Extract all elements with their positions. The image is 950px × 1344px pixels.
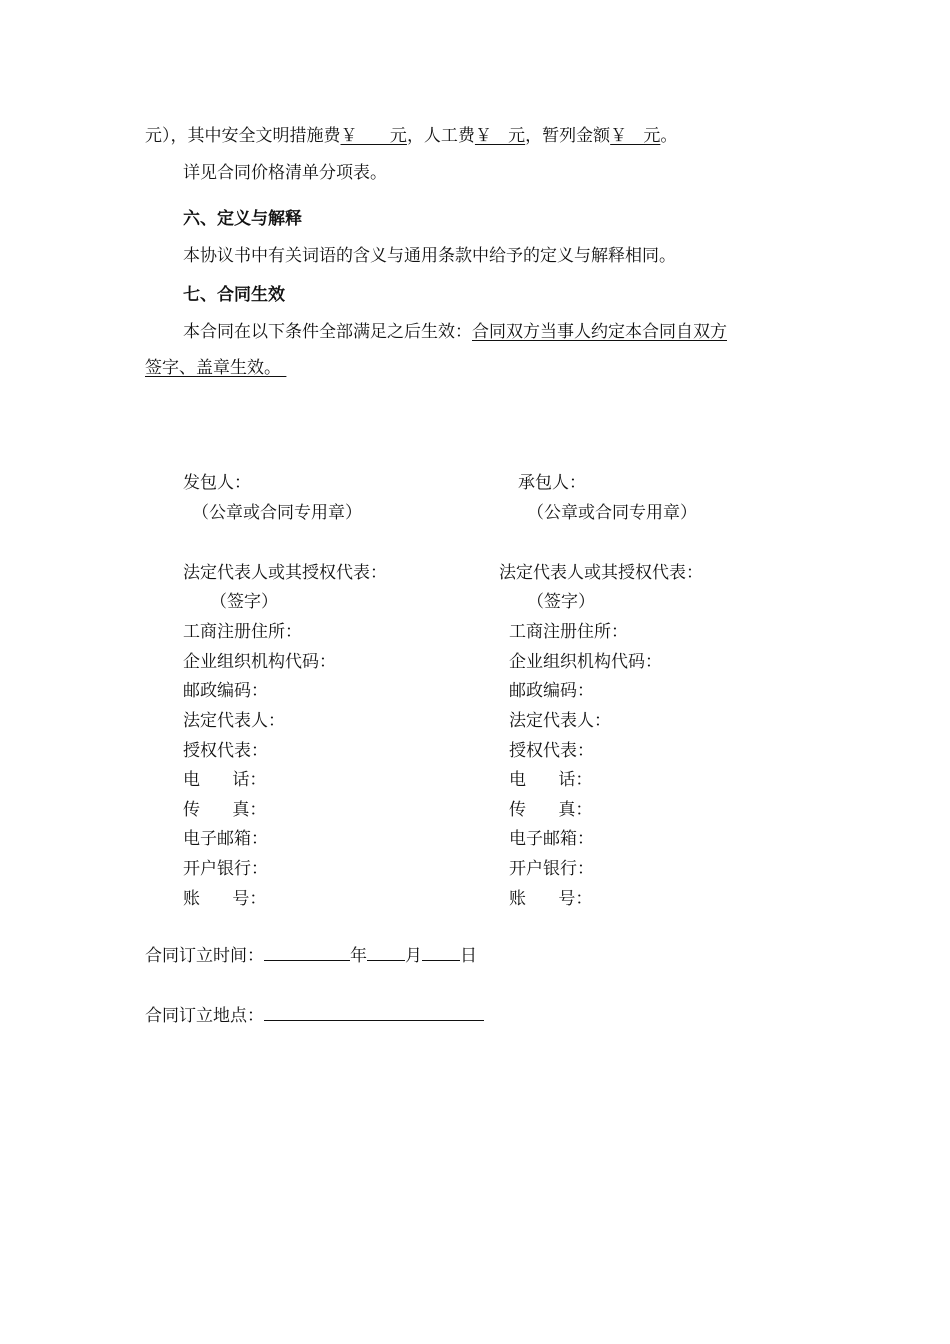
contractor-field-authorized-rep: 授权代表： — [509, 741, 594, 761]
labor-fee-amount: ￥ 元 — [474, 126, 526, 146]
signing-time-line — [145, 942, 477, 967]
section7-body-line2 — [145, 357, 286, 379]
section7-body-prefix: 本合同在以下条件全部满足之后生效： — [183, 322, 472, 342]
contractor-field-address: 工商注册住所： — [509, 622, 628, 642]
employer-seal: （公章或合同专用章） — [192, 503, 362, 523]
signing-place-blank[interactable] — [264, 1002, 484, 1021]
month-label: 月 — [405, 946, 422, 966]
contractor-field-org-code: 企业组织机构代码： — [509, 652, 662, 672]
employer-title: 发包人： — [183, 473, 251, 493]
signing-year-blank[interactable] — [264, 942, 350, 961]
signing-day-blank[interactable] — [422, 942, 460, 961]
employer-field-fax: 传 真： — [183, 800, 267, 820]
section7-body-underlined-2: 签字、盖章生效。 — [145, 358, 281, 378]
employer-rep: 法定代表人或其授权代表： — [183, 563, 387, 583]
day-label: 日 — [460, 946, 477, 966]
section6-heading: 六、定义与解释 — [183, 209, 302, 229]
signing-place-label: 合同订立地点： — [145, 1006, 264, 1026]
employer-field-phone: 电 话： — [183, 770, 267, 790]
employer-field-legal-rep: 法定代表人： — [183, 711, 285, 731]
contractor-field-legal-rep: 法定代表人： — [509, 711, 611, 731]
safety-fee-amount: ￥ 元 — [340, 126, 407, 146]
employer-field-postcode: 邮政编码： — [183, 681, 268, 701]
employer-field-account: 账 号： — [183, 889, 267, 909]
year-label: 年 — [350, 946, 367, 966]
employer-field-email: 电子邮箱： — [183, 829, 268, 849]
signing-place-line — [145, 1002, 484, 1027]
employer-sign: （签字） — [210, 592, 278, 612]
employer-field-authorized-rep: 授权代表： — [183, 741, 268, 761]
contractor-field-account: 账 号： — [509, 889, 593, 909]
contractor-field-email: 电子邮箱： — [509, 829, 594, 849]
contractor-field-fax: 传 真： — [509, 800, 593, 820]
provisional-sum-amount: ￥ 元 — [610, 126, 661, 146]
see-detail-text: 详见合同价格清单分项表。 — [183, 163, 387, 183]
fee-line — [145, 125, 677, 147]
section7-heading: 七、合同生效 — [183, 285, 285, 305]
employer-field-bank: 开户银行： — [183, 859, 268, 879]
contractor-rep: 法定代表人或其授权代表： — [499, 563, 703, 583]
contractor-sign: （签字） — [527, 592, 595, 612]
provisional-sum-label: ，暂列金额 — [525, 126, 611, 146]
fee-suffix: 。 — [660, 126, 678, 146]
section7-body-underlined-1: 合同双方当事人约定本合同自双方 — [472, 322, 727, 342]
labor-fee-label: ，人工费 — [406, 126, 475, 146]
fee-prefix: 元），其中安全文明措施费 — [145, 126, 341, 146]
signing-time-label: 合同订立时间： — [145, 946, 264, 966]
section7-body-line1 — [183, 321, 727, 343]
signing-month-blank[interactable] — [367, 942, 405, 961]
employer-field-org-code: 企业组织机构代码： — [183, 652, 336, 672]
contractor-field-postcode: 邮政编码： — [509, 681, 594, 701]
contractor-field-bank: 开户银行： — [509, 859, 594, 879]
contractor-title: 承包人： — [518, 473, 586, 493]
section6-body: 本协议书中有关词语的含义与通用条款中给予的定义与解释相同。 — [183, 246, 676, 266]
contractor-field-phone: 电 话： — [509, 770, 593, 790]
contractor-seal: （公章或合同专用章） — [527, 503, 697, 523]
employer-field-address: 工商注册住所： — [183, 622, 302, 642]
